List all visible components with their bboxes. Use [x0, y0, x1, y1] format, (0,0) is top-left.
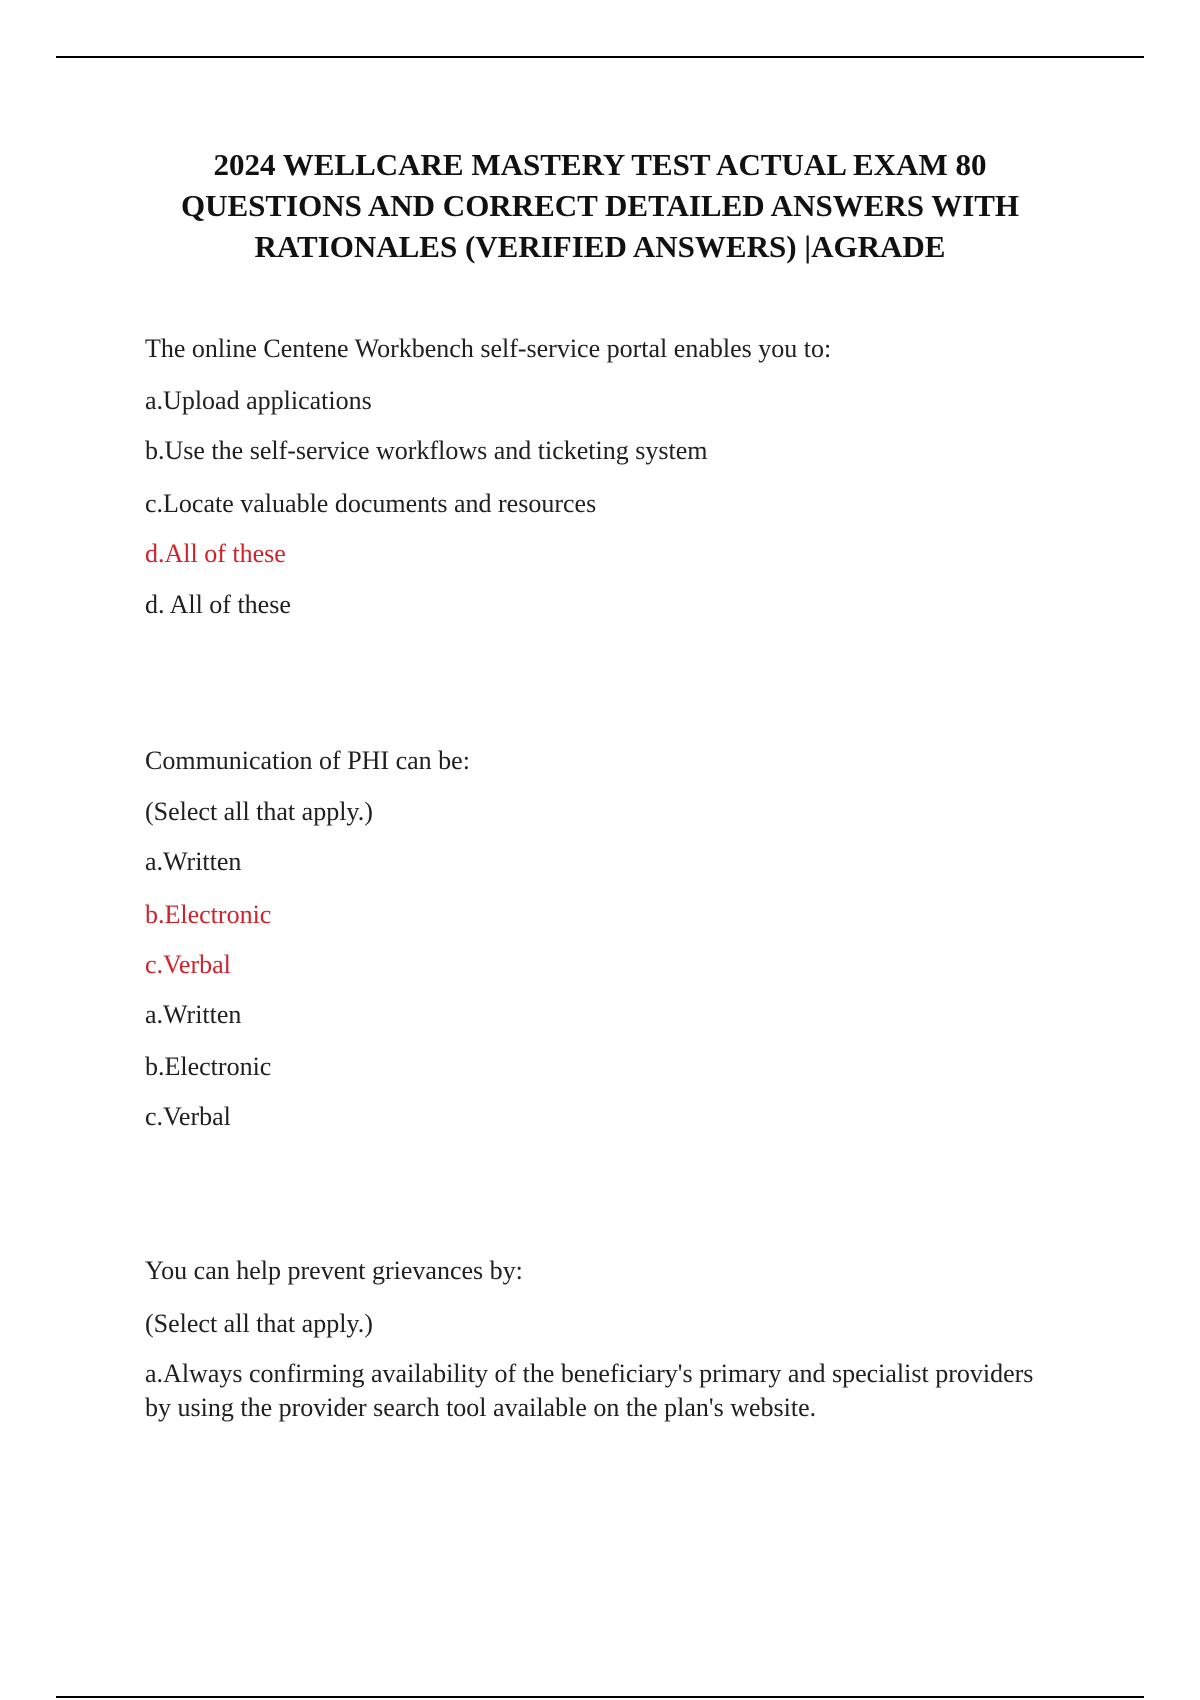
q3-instruction: (Select all that apply.) [145, 1309, 373, 1338]
q2-option-b-highlighted: b.Electronic [145, 900, 272, 929]
q3-question: You can help prevent grievances by: [145, 1256, 523, 1285]
q2-answer-c: c.Verbal [145, 1102, 231, 1131]
q1-question: The online Centene Workbench self-service portal enables you to: [145, 334, 832, 363]
q1-option-d-highlighted: d.All of these [145, 539, 286, 568]
q2-instruction: (Select all that apply.) [145, 797, 373, 826]
q1-option-c: c.Locate valuable documents and resources [145, 489, 597, 518]
q2-answer-a: a.Written [145, 1000, 242, 1029]
top-rule [56, 56, 1144, 58]
document-title [100, 144, 1100, 267]
title-line-3: RATIONALES (VERIFIED ANSWERS) |AGRADE [254, 229, 946, 264]
title-line-2: QUESTIONS AND CORRECT DETAILED ANSWERS WITH [180, 188, 1020, 223]
title-line-1: 2024 WELLCARE MASTERY TEST ACTUAL EXAM 80 [213, 147, 987, 182]
q2-option-a: a.Written [145, 847, 242, 876]
q1-answer: d. All of these [145, 590, 291, 619]
bottom-rule [56, 1696, 1144, 1698]
q1-option-b: b.Use the self-service workflows and ticketing system [145, 436, 708, 465]
q2-answer-b: b.Electronic [145, 1052, 272, 1081]
q1-option-a: a.Upload applications [145, 386, 372, 415]
q2-option-c-highlighted: c.Verbal [145, 950, 231, 979]
q2-question: Communication of PHI can be: [145, 746, 470, 775]
q3-option-a: a.Always confirming availability of the beneficiary's primary and specialist providers by using the provider search tool available on the plan's website. [145, 1359, 1034, 1422]
